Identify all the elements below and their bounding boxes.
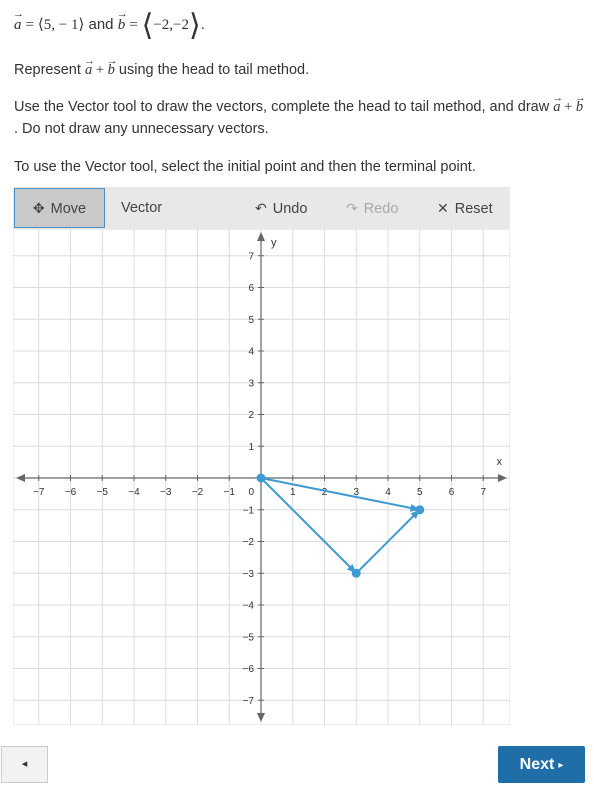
vector-a-components: ⟨5, − 1⟩ (37, 17, 85, 33)
vector-b-symbol: → b (118, 17, 126, 34)
x-tick-label: −1 (223, 487, 235, 498)
y-tick-label: −6 (242, 664, 254, 675)
next-button[interactable]: Next ▸ (498, 746, 585, 783)
previous-arrow-icon: ◂ (21, 758, 28, 770)
y-tick-label: 7 (248, 251, 254, 263)
instruction-represent: Represent → a + → b using the head to tail method. (14, 59, 584, 81)
x-tick-label: −7 (33, 487, 45, 498)
x-tick-label: −4 (128, 487, 140, 498)
vector-point (415, 505, 424, 514)
y-tick-label: 5 (248, 314, 254, 326)
redo-button[interactable]: ↷ Redo (346, 200, 399, 217)
y-tick-label: −4 (242, 600, 254, 612)
x-axis-label: x (496, 456, 502, 468)
x-tick-label: 3 (353, 487, 360, 498)
undo-button[interactable]: ↶ Undo (255, 200, 308, 217)
vector-button[interactable]: Vector (121, 200, 163, 216)
x-tick-label: −2 (191, 487, 204, 498)
previous-button[interactable] (1, 746, 48, 783)
coordinate-graph[interactable] (13, 229, 510, 725)
x-tick-label: 6 (448, 487, 455, 498)
y-tick-label: 6 (248, 283, 254, 294)
and-text: and (88, 16, 114, 33)
x-icon: ✕ (437, 200, 449, 216)
y-tick-label: −7 (242, 695, 254, 707)
y-tick-label: 4 (248, 346, 254, 358)
y-tick-label: −5 (242, 632, 254, 644)
origin-label: 0 (248, 487, 254, 498)
y-axis-label: y (271, 237, 277, 249)
x-tick-label: 7 (480, 487, 487, 498)
move-button[interactable]: ✥ Move (14, 188, 105, 228)
undo-arrow-icon: ↶ (255, 200, 267, 216)
y-tick-label: −2 (242, 537, 254, 548)
x-tick-label: −5 (96, 487, 108, 498)
move-arrows-icon: ✥ (32, 200, 45, 216)
y-tick-label: 2 (248, 410, 254, 421)
instruction-vector-tool: Use the Vector tool to draw the vectors, complete the head to tail method, and draw → a + → b. Do not draw any unnecessary vectors. (14, 96, 584, 140)
y-tick-label: −1 (242, 505, 254, 517)
x-tick-label: −6 (64, 487, 77, 498)
x-tick-label: −3 (160, 487, 172, 498)
vector-point (257, 474, 266, 483)
y-tick-label: 1 (248, 441, 254, 453)
instruction-how-to: To use the Vector tool, select the initial point and then the terminal point. (14, 159, 476, 175)
vector-definitions: → a = ⟨5, − 1⟩ and → b = ⟨−2,−2⟩. (14, 8, 205, 43)
graph-toolbar (13, 187, 510, 230)
y-tick-label: 3 (248, 378, 254, 390)
x-tick-label: 4 (385, 487, 391, 498)
vector-a-symbol: → a (14, 17, 22, 34)
vector-b-components: −2,−2 (153, 17, 189, 33)
y-tick-label: −3 (242, 568, 254, 580)
redo-arrow-icon: ↷ (346, 200, 358, 216)
x-tick-label: 2 (321, 487, 328, 498)
next-arrow-icon: ▸ (558, 760, 564, 771)
vector-point (352, 569, 361, 578)
x-tick-label: 1 (289, 487, 296, 498)
reset-button[interactable]: ✕ Reset (437, 200, 493, 217)
x-tick-label: 5 (416, 487, 423, 498)
